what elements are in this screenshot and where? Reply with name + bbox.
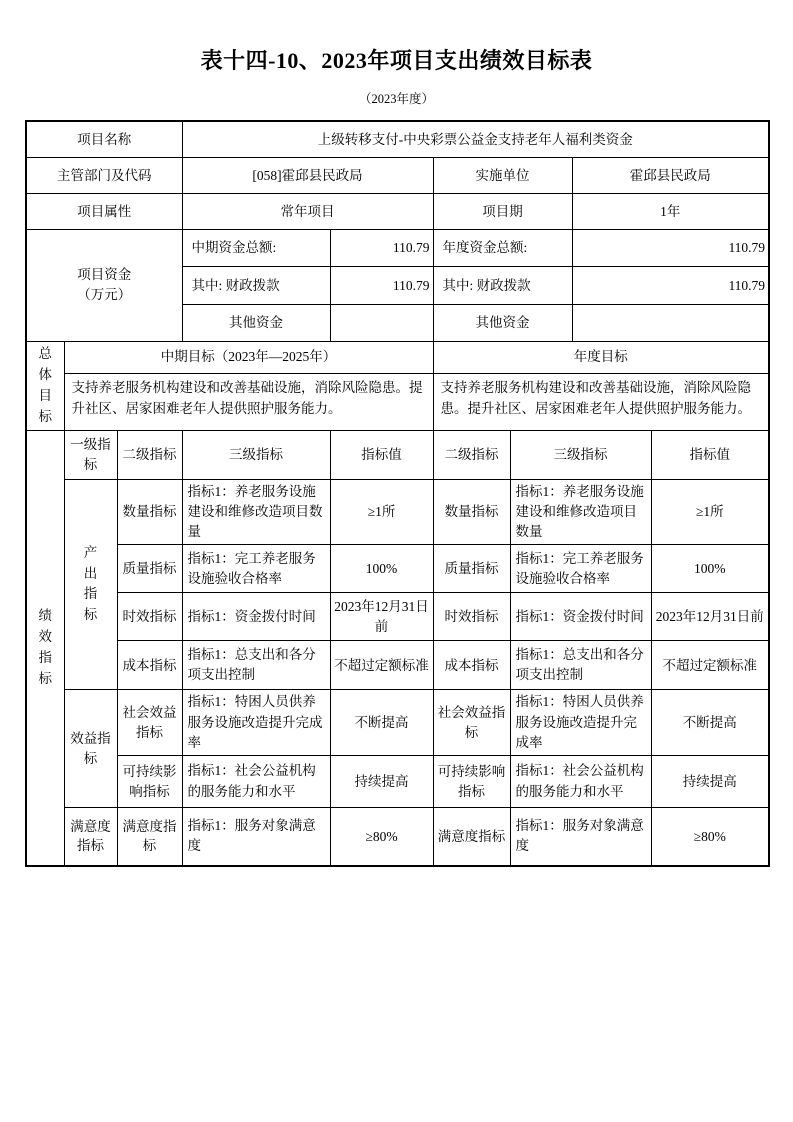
impl-unit-value: 霍邱县民政局 [572, 157, 769, 193]
level2-header-right: 二级指标 [433, 430, 510, 479]
annual-fiscal-value: 110.79 [572, 266, 769, 304]
funds-label [26, 229, 182, 341]
level3-cell-right: 指标1：养老服务设施建设和维修改造项目数量 [510, 479, 651, 545]
annual-goal-header: 年度目标 [433, 341, 769, 373]
mid-fiscal-value: 110.79 [330, 266, 433, 304]
page-title: 表十四-10、2023年项目支出绩效目标表 [200, 48, 593, 73]
indicator-row [26, 808, 769, 866]
annual-total-label: 年度资金总额: [433, 229, 572, 266]
mid-goal-text: 支持养老服务机构建设和改善基础设施，消除风险隐患。提升社区、居家困难老年人提供照护服务能力。 [64, 373, 433, 430]
level3-cell: 指标1：总支出和各分项支出控制 [182, 641, 330, 690]
value-cell: ≥1所 [330, 479, 433, 545]
performance-target-table [25, 120, 770, 866]
value-cell: 100% [330, 545, 433, 593]
table-row [26, 121, 769, 157]
value-cell: 2023年12月31日前 [330, 593, 433, 641]
mid-total-label: 中期资金总额: [182, 229, 330, 266]
value-cell: 不超过定额标准 [330, 641, 433, 690]
level3-cell-right: 指标1：特困人员供养服务设施改造提升完成率 [510, 690, 651, 756]
level2-cell: 社会效益指标 [117, 690, 182, 756]
project-name-value: 上级转移支付-中央彩票公益金支持老年人福利类资金 [182, 121, 769, 157]
level2-cell: 成本指标 [117, 641, 182, 690]
table-row [26, 430, 769, 479]
value-header-right: 指标值 [651, 430, 769, 479]
level2-cell: 时效指标 [117, 593, 182, 641]
level3-cell: 指标1：特困人员供养服务设施改造提升完成率 [182, 690, 330, 756]
level2-cell-right: 质量指标 [433, 545, 510, 593]
project-name-label: 项目名称 [26, 121, 182, 157]
value-cell: 不断提高 [330, 690, 433, 756]
level3-cell-right: 指标1：资金拨付时间 [510, 593, 651, 641]
annual-goal-text: 支持养老服务机构建设和改善基础设施，消除风险隐患。提升社区、居家困难老年人提供照护服务能力。 [433, 373, 769, 430]
annual-total-value: 110.79 [572, 229, 769, 266]
level2-cell-right: 满意度指标 [433, 808, 510, 866]
value-cell-right: ≥1所 [651, 479, 769, 545]
level2-cell-right: 时效指标 [433, 593, 510, 641]
value-cell-right: 2023年12月31日前 [651, 593, 769, 641]
value-cell: ≥80% [330, 808, 433, 866]
level1-benefit-label: 效益指标 [64, 690, 117, 808]
mid-fiscal-label: 其中: 财政拨款 [182, 266, 330, 304]
level2-cell: 满意度指标 [117, 808, 182, 866]
indicator-section-label [26, 430, 64, 866]
mid-total-value: 110.79 [330, 229, 433, 266]
period-value: 1年 [572, 193, 769, 229]
level1-output-label [64, 479, 117, 690]
mid-other-label: 其他资金 [182, 304, 330, 341]
level3-header: 三级指标 [182, 430, 330, 479]
annual-other-label: 其他资金 [433, 304, 572, 341]
level2-cell: 数量指标 [117, 479, 182, 545]
attr-value: 常年项目 [182, 193, 433, 229]
table-row [26, 373, 769, 430]
value-cell-right: 持续提高 [651, 756, 769, 808]
indicator-row [26, 641, 769, 690]
level1-satisfaction-label: 满意度指标 [64, 808, 117, 866]
overall-goal-section-label [26, 341, 64, 430]
annual-fiscal-label: 其中: 财政拨款 [433, 266, 572, 304]
level2-cell: 可持续影响指标 [117, 756, 182, 808]
indicator-row [26, 756, 769, 808]
level1-output-text: 产出指标 [83, 544, 98, 623]
level3-cell: 指标1：社会公益机构的服务能力和水平 [182, 756, 330, 808]
level2-cell-right: 成本指标 [433, 641, 510, 690]
dept-label: 主管部门及代码 [26, 157, 182, 193]
level3-cell-right: 指标1：总支出和各分项支出控制 [510, 641, 651, 690]
level2-header: 二级指标 [117, 430, 182, 479]
value-cell-right: ≥80% [651, 808, 769, 866]
level3-cell: 指标1：服务对象满意度 [182, 808, 330, 866]
impl-unit-label: 实施单位 [433, 157, 572, 193]
value-cell-right: 100% [651, 545, 769, 593]
funds-label-text: 项目资金（万元） [77, 267, 132, 303]
table-row [26, 193, 769, 229]
mid-goal-header: 中期目标（2023年—2025年） [64, 341, 433, 373]
level3-cell-right: 指标1：完工养老服务设施验收合格率 [510, 545, 651, 593]
indicator-row [26, 479, 769, 545]
indicator-section-text: 绩效指标 [38, 607, 52, 686]
period-label: 项目期 [433, 193, 572, 229]
overall-goal-section-text: 总体目标 [38, 345, 52, 424]
value-header: 指标值 [330, 430, 433, 479]
dept-value: [058]霍邱县民政局 [182, 157, 433, 193]
table-row [26, 157, 769, 193]
level1-header: 一级指标 [64, 430, 117, 479]
level2-cell-right: 数量指标 [433, 479, 510, 545]
annual-other-value [572, 304, 769, 341]
value-cell-right: 不断提高 [651, 690, 769, 756]
level3-cell-right: 指标1：社会公益机构的服务能力和水平 [510, 756, 651, 808]
value-cell-right: 不超过定额标准 [651, 641, 769, 690]
table-row [26, 341, 769, 373]
level2-cell-right: 可持续影响指标 [433, 756, 510, 808]
value-cell: 持续提高 [330, 756, 433, 808]
indicator-row [26, 593, 769, 641]
level3-cell: 指标1：养老服务设施建设和维修改造项目数量 [182, 479, 330, 545]
level3-cell-right: 指标1：服务对象满意度 [510, 808, 651, 866]
level3-cell: 指标1：资金拨付时间 [182, 593, 330, 641]
table-row [26, 229, 769, 266]
level3-cell: 指标1：完工养老服务设施验收合格率 [182, 545, 330, 593]
indicator-row [26, 545, 769, 593]
level3-header-right: 三级指标 [510, 430, 651, 479]
mid-other-value [330, 304, 433, 341]
level2-cell-right: 社会效益指标 [433, 690, 510, 756]
level2-cell: 质量指标 [117, 545, 182, 593]
indicator-row [26, 690, 769, 756]
attr-label: 项目属性 [26, 193, 182, 229]
page-subtitle: （2023年度） [358, 92, 434, 107]
